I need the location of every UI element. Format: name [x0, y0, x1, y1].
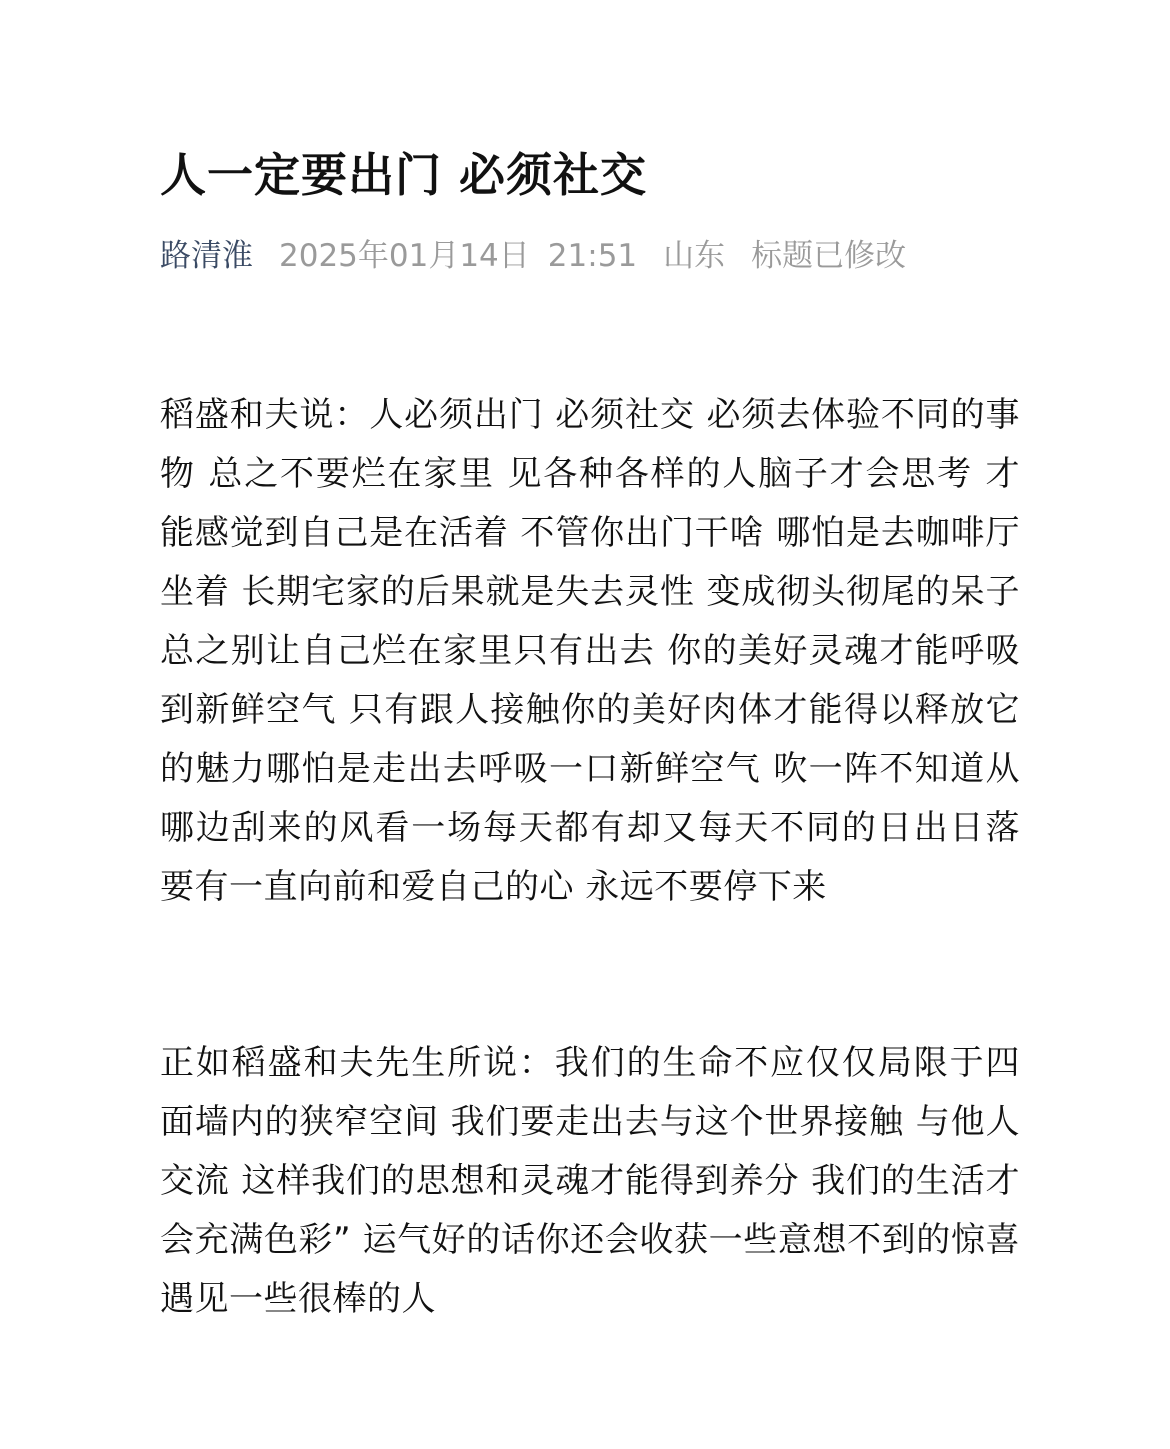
author-name[interactable]: 路清淮: [160, 238, 253, 274]
ip-location: 山东: [663, 238, 726, 274]
publish-time: 21:51: [547, 238, 638, 274]
article-paragraph: 正如稻盛和夫先生所说：我们的生命不应仅仅局限于四面墙内的狭窄空间 我们要走出去与这个世界接触 与他人交流 这样我们的思想和灵魂才能得到养分 我们的生活才会充满色彩” 运气好的话你还会收获一些意想不到的惊喜 遇见一些很棒的人: [160, 1043, 1020, 1319]
article: [160, 140, 1020, 1319]
article-paragraph: 稻盛和夫说：人必须出门 必须社交 必须去体验不同的事物 总之不要烂在家里 见各种各样的人脑子才会思考 才能感觉到自己是在活着 不管你出门干啥 哪怕是去咖啡厅坐着 长期宅家的后果就是失去灵性 变成彻头彻尾的呆子 总之别让自己烂在家里只有出去 你的美好灵魂才能呼吸到新鲜空气 只有跟人接触你的美好肉体才能得以释放它的魅力哪怕是走出去呼吸一口新鲜空气 吹一阵不知道从哪边刮来的风看一场每天都有却又每天不同的日出日落要有一直向前和爱自己的心 永远不要停下来: [160, 395, 1020, 907]
article-meta: [160, 232, 1020, 280]
publish-date: 2025年01月14日: [279, 238, 530, 274]
title-edited-label: 标题已修改: [751, 238, 907, 274]
article-title: 人一定要出门 必须社交: [160, 148, 648, 202]
